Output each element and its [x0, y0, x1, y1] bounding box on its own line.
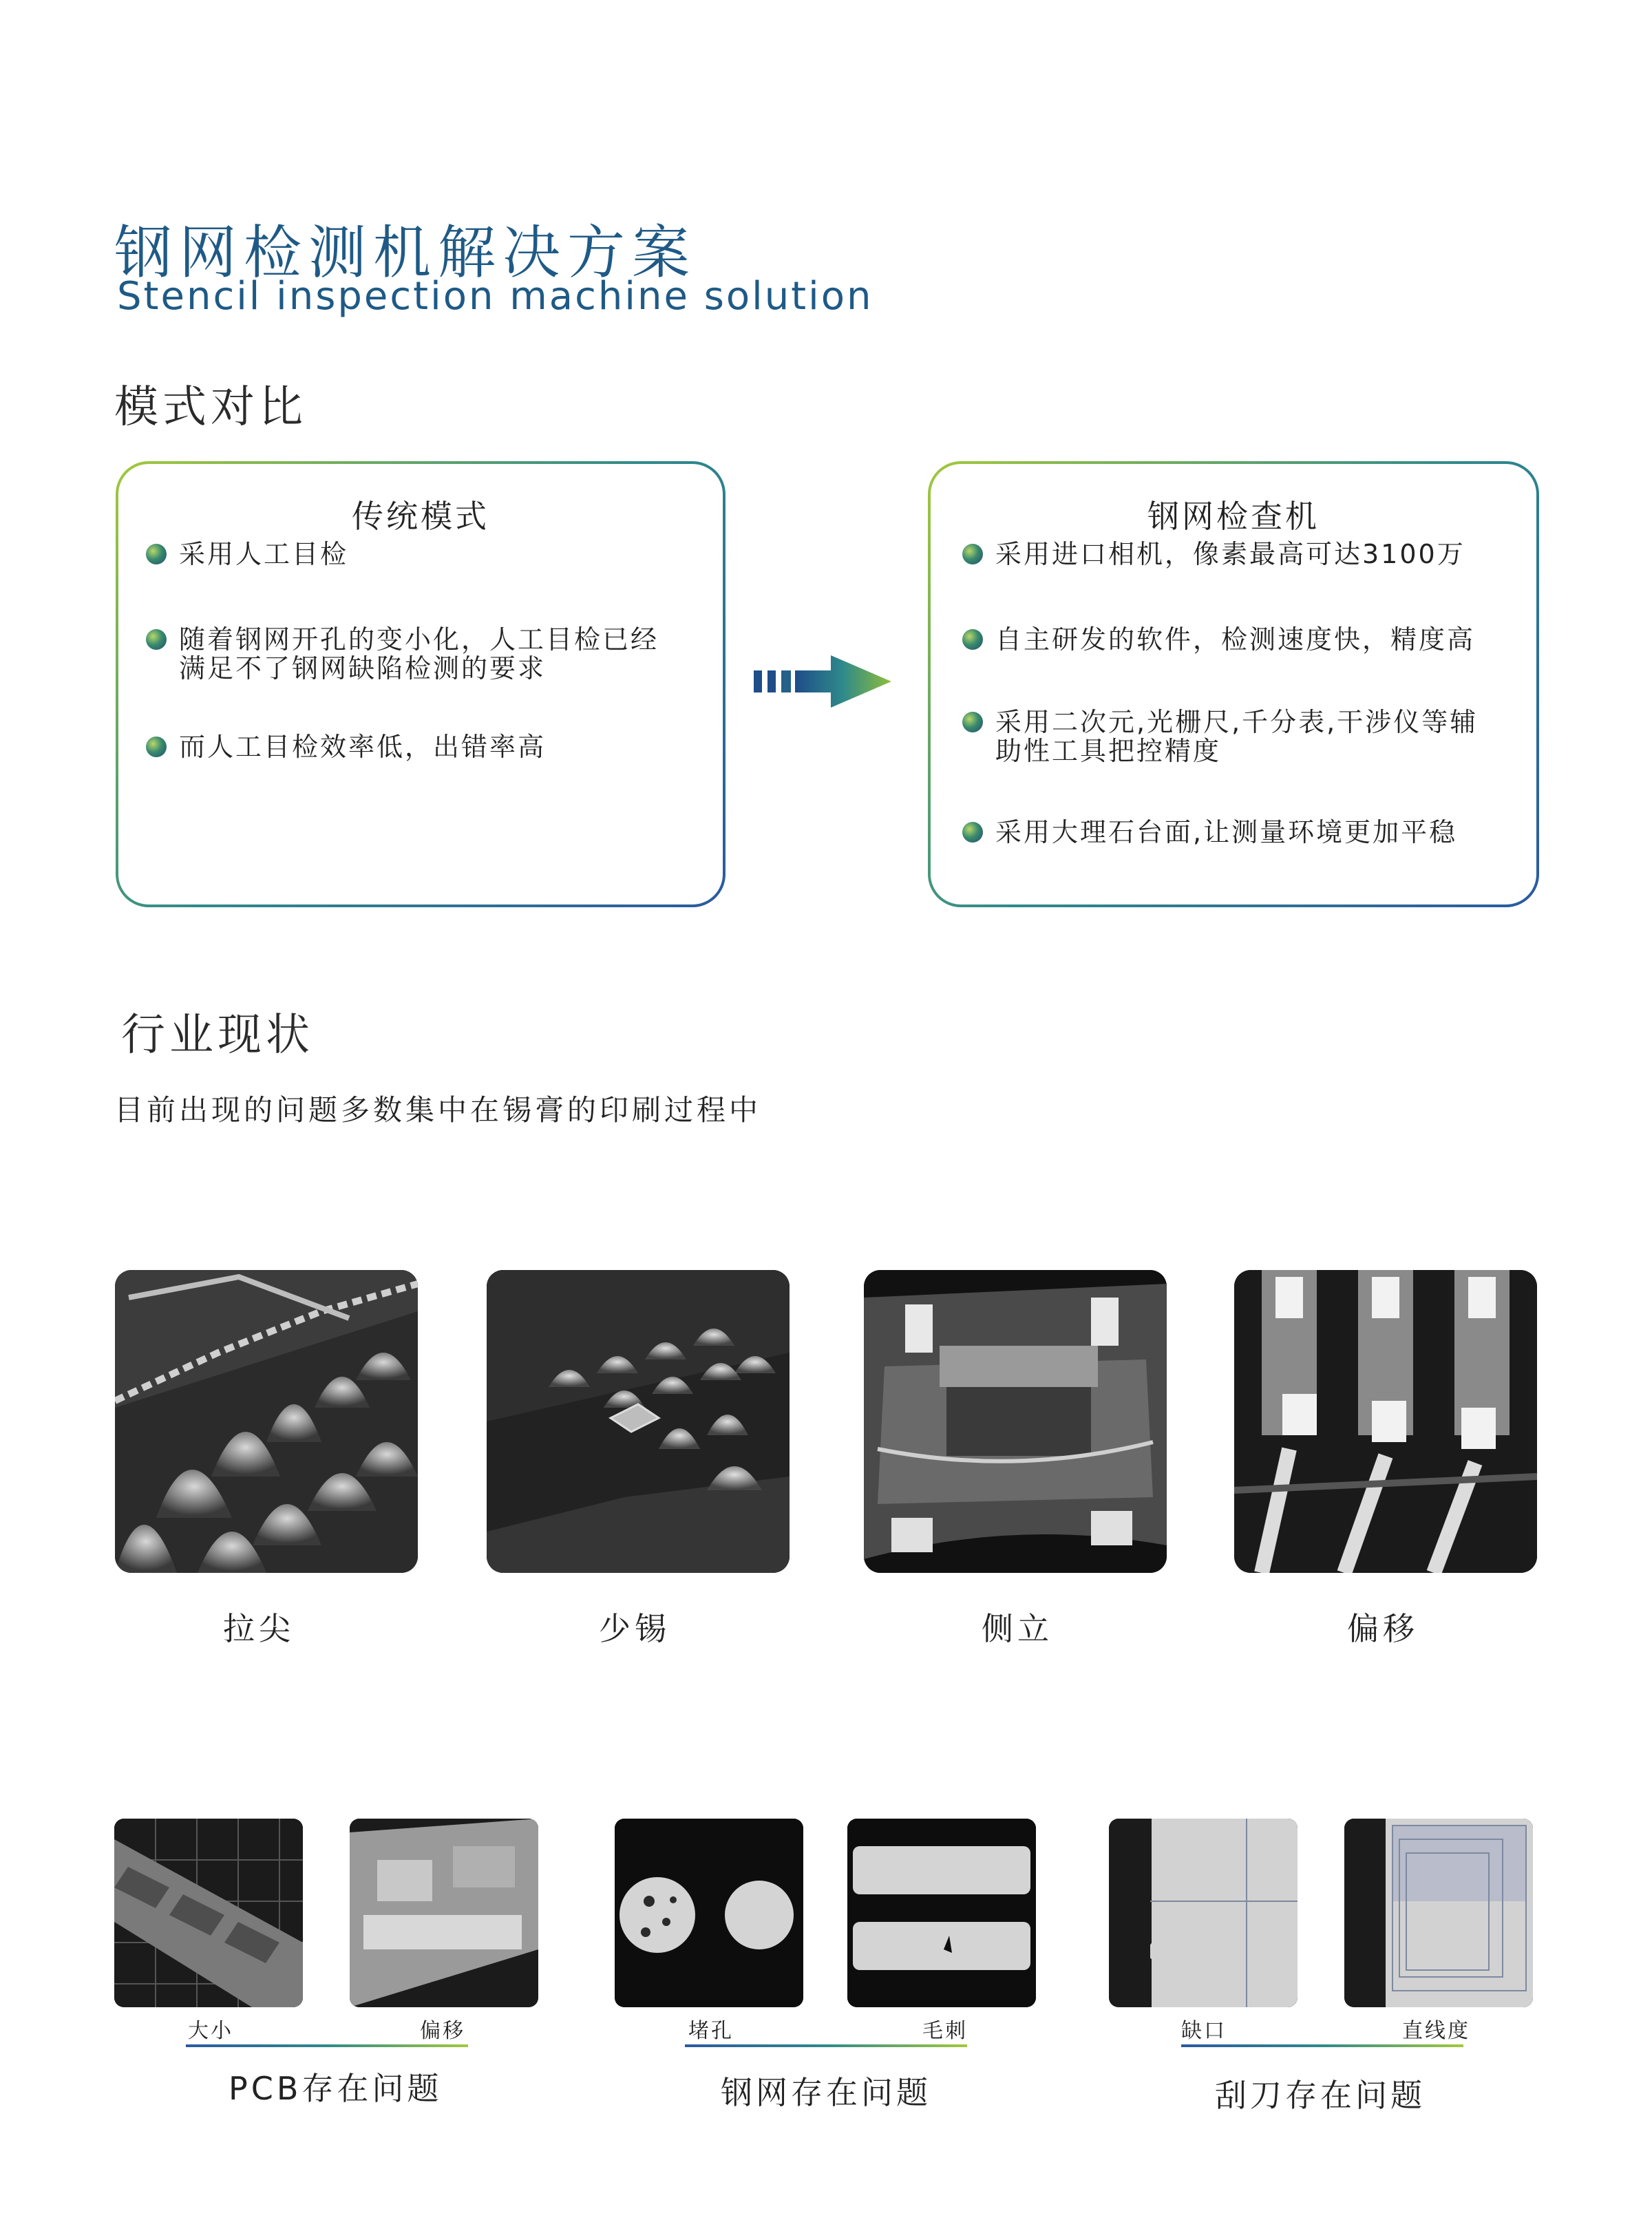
- machine-bullet: 自主研发的软件，检测速度快，精度高: [962, 625, 1506, 654]
- machine-bullet: 采用进口相机，像素最高可达3100万: [962, 540, 1506, 569]
- pcb-divider: [186, 2044, 468, 2047]
- squeegee-notch-image: [1109, 1819, 1298, 2007]
- stencil-problems-title: 钢网存在问题: [721, 2074, 931, 2111]
- bullet-dot-icon: [146, 544, 167, 564]
- bullet-dot-icon: [962, 822, 983, 843]
- comparison-heading: 模式对比: [114, 382, 307, 433]
- stencil-clog-label: 堵孔: [688, 2019, 734, 2043]
- machine-bullet: 采用大理石台面,让测量环境更加平稳: [962, 818, 1506, 847]
- traditional-mode-title: 传统模式: [352, 498, 489, 535]
- machine-bullet: 采用二次元,光栅尺,千分表,干涉仪等辅助性工具把控精度: [962, 708, 1506, 765]
- stencil-clog-image: [615, 1819, 803, 2007]
- defect-photo-tombstone: [864, 1270, 1167, 1573]
- stencil-burr-image: [847, 1819, 1036, 2007]
- defect-photo-offset: [1234, 1270, 1537, 1573]
- bullet-dot-icon: [962, 544, 983, 564]
- pcb-size-label: 大小: [188, 2019, 233, 2043]
- stencil-divider: [685, 2044, 967, 2047]
- defect-label-offset: 偏移: [1347, 1610, 1419, 1647]
- traditional-bullet: 而人工目检效率低，出错率高: [146, 732, 683, 761]
- squeegee-straightness-label: 直线度: [1402, 2019, 1470, 2043]
- traditional-bullet: 采用人工目检: [146, 540, 683, 569]
- industry-heading: 行业现状: [121, 1010, 314, 1061]
- pcb-offset-label: 偏移: [420, 2019, 465, 2043]
- squeegee-straightness-image: [1344, 1819, 1533, 2007]
- bullet-dot-icon: [962, 629, 983, 650]
- defect-label-insufficient-solder: 少锡: [599, 1610, 670, 1647]
- defect-photo-insufficient-solder: [487, 1270, 790, 1573]
- bullet-dot-icon: [146, 737, 167, 757]
- page-subtitle-en: Stencil inspection machine solution: [117, 274, 873, 319]
- industry-subtitle: 目前出现的问题多数集中在锡膏的印刷过程中: [114, 1093, 762, 1127]
- pcb-problems-title: PCB存在问题: [229, 2070, 443, 2107]
- stencil-burr-label: 毛刺: [922, 2019, 968, 2043]
- squeegee-notch-label: 缺口: [1181, 2019, 1227, 2043]
- bullet-dot-icon: [146, 629, 167, 650]
- squeegee-divider: [1181, 2044, 1463, 2047]
- traditional-mode-box: [116, 461, 726, 907]
- pcb-offset-image: [350, 1819, 538, 2007]
- inspection-machine-title: 钢网检查机: [1147, 498, 1320, 535]
- traditional-bullet: 随着钢网开孔的变小化，人工目检已经满足不了钢网缺陷检测的要求: [146, 625, 683, 683]
- defect-photo-peak: [115, 1270, 418, 1573]
- defect-label-peak: 拉尖: [223, 1610, 295, 1647]
- bullet-dot-icon: [962, 712, 983, 732]
- pcb-size-image: [114, 1819, 303, 2007]
- defect-label-tombstone: 侧立: [982, 1610, 1053, 1647]
- inspection-machine-box: [928, 461, 1539, 907]
- squeegee-problems-title: 刮刀存在问题: [1215, 2077, 1426, 2114]
- arrow-right-icon: [754, 654, 891, 709]
- page-title: 钢网检测机解决方案: [114, 219, 697, 286]
